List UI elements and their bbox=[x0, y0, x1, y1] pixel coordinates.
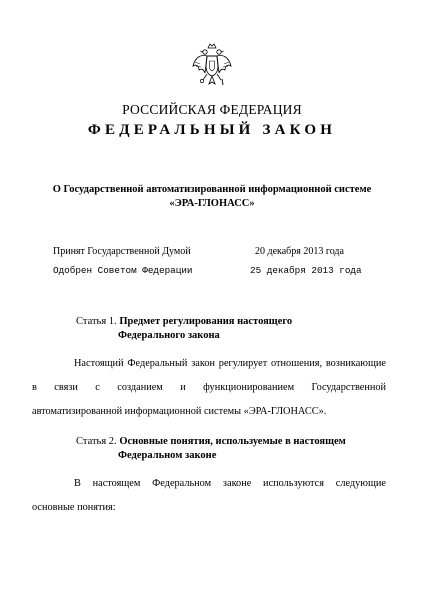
article-2-heading bbox=[76, 435, 376, 463]
article-1-heading bbox=[76, 315, 376, 343]
law-title bbox=[0, 183, 424, 211]
article-1-text-line-3: автоматизированной информационной системы «ЭРА-ГЛОНАСС». bbox=[32, 406, 327, 417]
article-1-title-line-2: Федерального закона bbox=[118, 330, 220, 341]
article-2-title-line-2: Федеральном законе bbox=[118, 450, 217, 461]
duma-adoption-date: 20 декабря 2013 года bbox=[255, 246, 344, 257]
country-name: РОССИЙСКАЯ ФЕДЕРАЦИЯ bbox=[122, 102, 302, 117]
article-2-text-line-2: основные понятия: bbox=[32, 502, 116, 513]
document-type: ФЕДЕРАЛЬНЫЙ ЗАКОН bbox=[87, 122, 337, 138]
article-1-title-line-1: Предмет регулирования настоящего bbox=[119, 316, 293, 327]
law-title-line-1: О Государственной автоматизированной информационной системе bbox=[52, 184, 372, 195]
article-1-text-line-1: Настоящий Федеральный закон регулирует отношения, возникающие bbox=[74, 358, 386, 369]
article-1-text bbox=[32, 352, 386, 424]
article-1-number: Статья 1. bbox=[76, 316, 117, 327]
law-title-line-2: «ЭРА-ГЛОНАСС» bbox=[169, 198, 255, 209]
article-2-text-line-1: В настоящем Федеральном законе используются следующие bbox=[74, 478, 386, 489]
article-2-number: Статья 2. bbox=[76, 436, 117, 447]
duma-adoption-label: Принят Государственной Думой bbox=[53, 246, 191, 257]
article-2-text bbox=[32, 472, 386, 520]
council-approval-date: 25 декабря 2013 года bbox=[250, 265, 362, 276]
article-2-title-line-1: Основные понятия, используемые в настоящем bbox=[119, 436, 346, 447]
article-1-text-line-2: в связи с созданием и функционированием Государственной bbox=[32, 382, 386, 393]
council-approval-label: Одобрен Советом Федерации bbox=[53, 265, 193, 276]
coat-of-arms-icon bbox=[190, 42, 234, 94]
